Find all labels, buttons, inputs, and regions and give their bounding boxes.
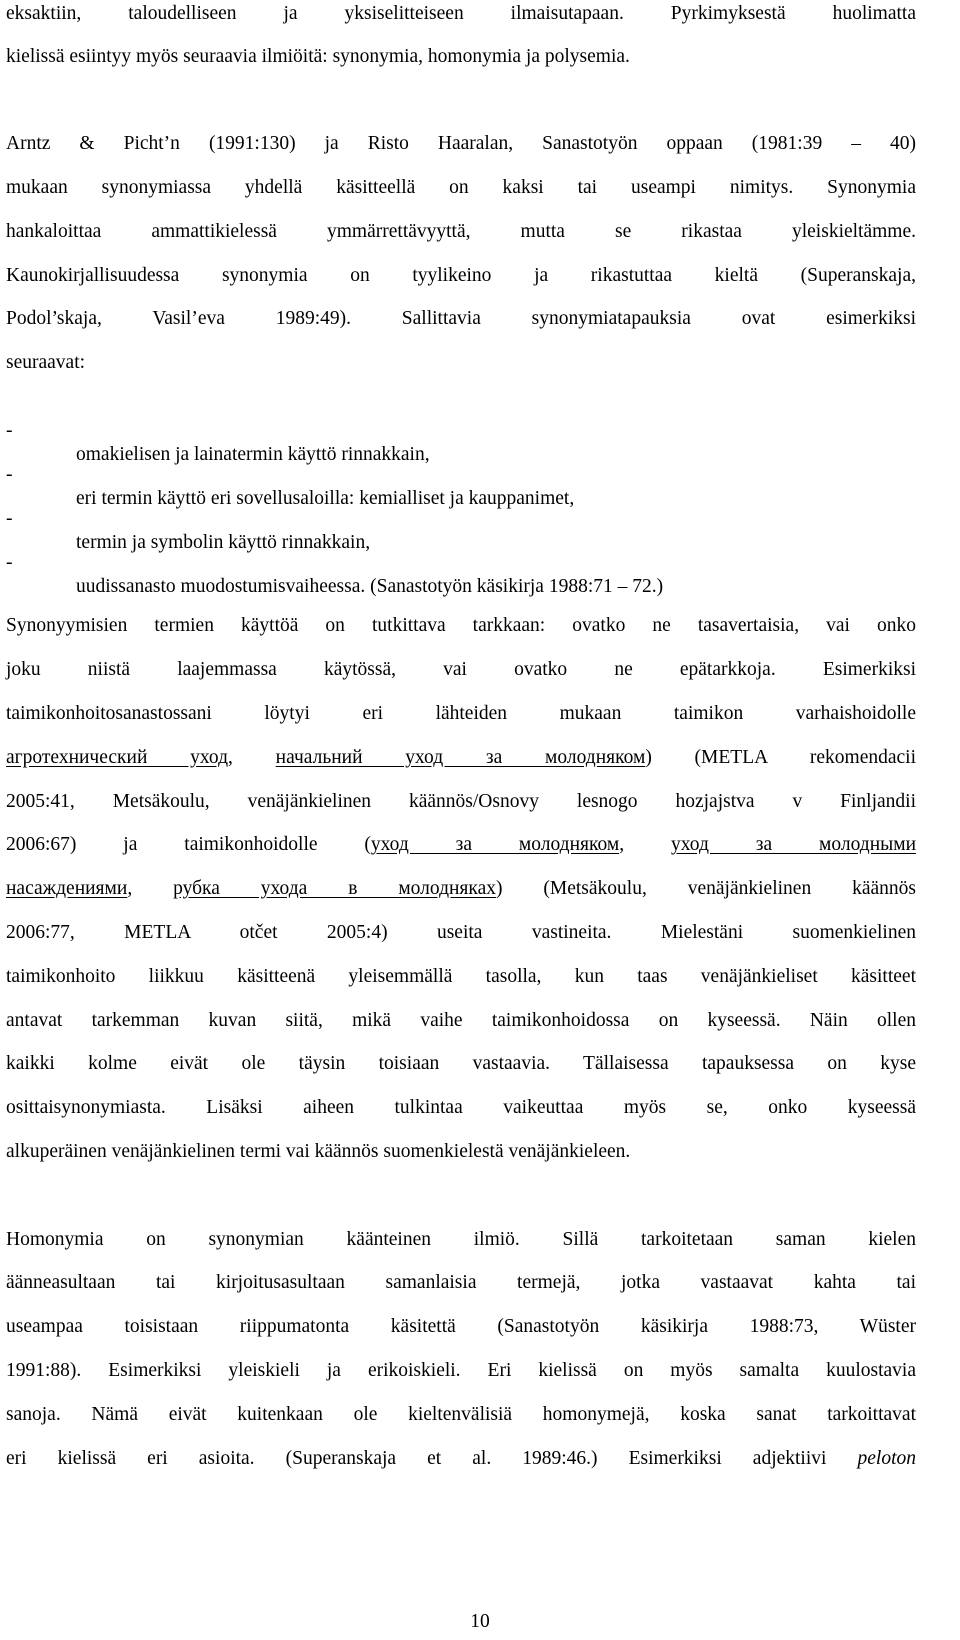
russian-term: насаждениями (6, 878, 128, 899)
page-number: 10 (470, 1611, 490, 1632)
text-line (6, 1447, 916, 1471)
list-item-text: termin ja symbolin käyttö rinnakkain, (76, 532, 371, 553)
text-span: eri kielissä eri asioita. (Superanskaja et al. 1989:46.) Esimerkiksi adjektiivi (6, 1448, 858, 1469)
text-line: Arntz & Picht’n (1991:130) ja Risto Haaralan, Sanastotyön oppaan (1981:39 – 40) (6, 133, 916, 154)
list-dash: - (6, 552, 13, 573)
text-line: useampaa toisistaan riippumatonta käsitettä (Sanastotyön käsikirja 1988:73, Wüster (6, 1316, 916, 1337)
text-line: 2006:77, METLA otčet 2005:4) useita vastineita. Mielestäni suomenkielinen (6, 922, 916, 943)
text-line: antavat tarkemman kuvan siitä, mikä vaihe taimikonhoidossa on kyseessä. Näin ollen (6, 1010, 916, 1031)
separator: , (127, 878, 174, 899)
list-item-text: uudissanasto muodostumisvaiheessa. (Sanastotyön käsikirja 1988:71 – 72.) (76, 576, 664, 597)
text-line: Synonyymisien termien käyttöä on tutkittava tarkkaan: ovatko ne tasavertaisia, vai onko (6, 615, 916, 636)
text-line: seuraavat: (6, 352, 86, 373)
list-item (0, 439, 960, 509)
text-line: kaikki kolme eivät ole täysin toisiaan vastaavia. Tällaisessa tapauksessa on kyse (6, 1053, 916, 1074)
text-line: mukaan synonymiassa yhdellä käsitteellä on kaksi tai useampi nimitys. Synonymia (6, 177, 916, 198)
russian-term: уход за молодняком (370, 834, 620, 855)
text-line: 2005:41, Metsäkoulu, venäjänkielinen käännös/Osnovy lesnogo hozjajstva v Finljandii (6, 791, 916, 812)
text-line: Homonymia on synonymian käänteinen ilmiö. Sillä tarkoitetaan saman kielen (6, 1229, 916, 1250)
list-dash: - (6, 508, 13, 529)
separator: , (228, 747, 276, 768)
text-line (6, 877, 916, 901)
list-item-text: omakielisen ja lainatermin käyttö rinnakkain, (76, 444, 430, 465)
text-line: eksaktiin, taloudelliseen ja yksiselitteiseen ilmaisutapaan. Pyrkimyksestä huolimatta (6, 3, 916, 24)
text-span: 2006:67) ja taimikonhoidolle ( (6, 834, 371, 855)
text-line: joku niistä laajemmassa käytössä, vai ovatko ne epätarkkoja. Esimerkiksi (6, 659, 916, 680)
list-dash: - (6, 464, 13, 485)
text-span: ) (Metsäkoulu, venäjänkielinen käännös (495, 878, 917, 899)
text-line: osittaisynonymiasta. Lisäksi aiheen tulkintaa vaikeuttaa myös se, onko kyseessä (6, 1097, 916, 1118)
text-line: 1991:88). Esimerkiksi yleiskieli ja erikoiskieli. Eri kielissä on myös samalta kuulostavia (6, 1360, 916, 1381)
separator: , (619, 834, 671, 855)
text-line: alkuperäinen venäjänkielinen termi vai käännös suomenkielestä venäjänkieleen. (6, 1141, 631, 1162)
text-line: Kaunokirjallisuudessa synonymia on tyylikeino ja rikastuttaa kieltä (Superanskaja, (6, 265, 916, 286)
russian-term: начальний уход за молодняком (275, 747, 646, 768)
list-item (0, 527, 960, 597)
russian-term: рубка ухода в молодняках (173, 878, 496, 899)
russian-term: уход за молодными (671, 834, 917, 855)
italic-term: peloton (857, 1448, 916, 1469)
text-line (6, 833, 916, 857)
text-line (6, 746, 916, 770)
list-item (0, 483, 960, 553)
text-line: taimikonhoito liikkuu käsitteenä yleisemmällä tasolla, kun taas venäjänkieliset käsitteet (6, 966, 916, 987)
text-line: Podol’skaja, Vasil’eva 1989:49). Sallittavia synonymiatapauksia ovat esimerkiksi (6, 308, 916, 329)
text-line: taimikonhoitosanastossani löytyi eri lähteiden mukaan taimikon varhaishoidolle (6, 703, 916, 724)
text-line: äänneasultaan tai kirjoitusasultaan samanlaisia termejä, jotka vastaavat kahta tai (6, 1272, 916, 1293)
text-span: ) (METLA rekomendacii (645, 747, 917, 768)
list-dash: - (6, 420, 13, 441)
list-item-text: eri termin käyttö eri sovellusaloilla: kemialliset ja kauppanimet, (76, 488, 575, 509)
list-item (0, 395, 960, 465)
text-line: hankaloittaa ammattikielessä ymmärrettävyyttä, mutta se rikastaa yleiskieltämme. (6, 221, 916, 242)
text-line: kielissä esiintyy myös seuraavia ilmiöitä: synonymia, homonymia ja polysemia. (6, 46, 630, 67)
text-line: sanoja. Nämä eivät kuitenkaan ole kieltenvälisiä homonymejä, koska sanat tarkoittavat (6, 1404, 916, 1425)
russian-term: агротехнический уход (6, 747, 229, 768)
